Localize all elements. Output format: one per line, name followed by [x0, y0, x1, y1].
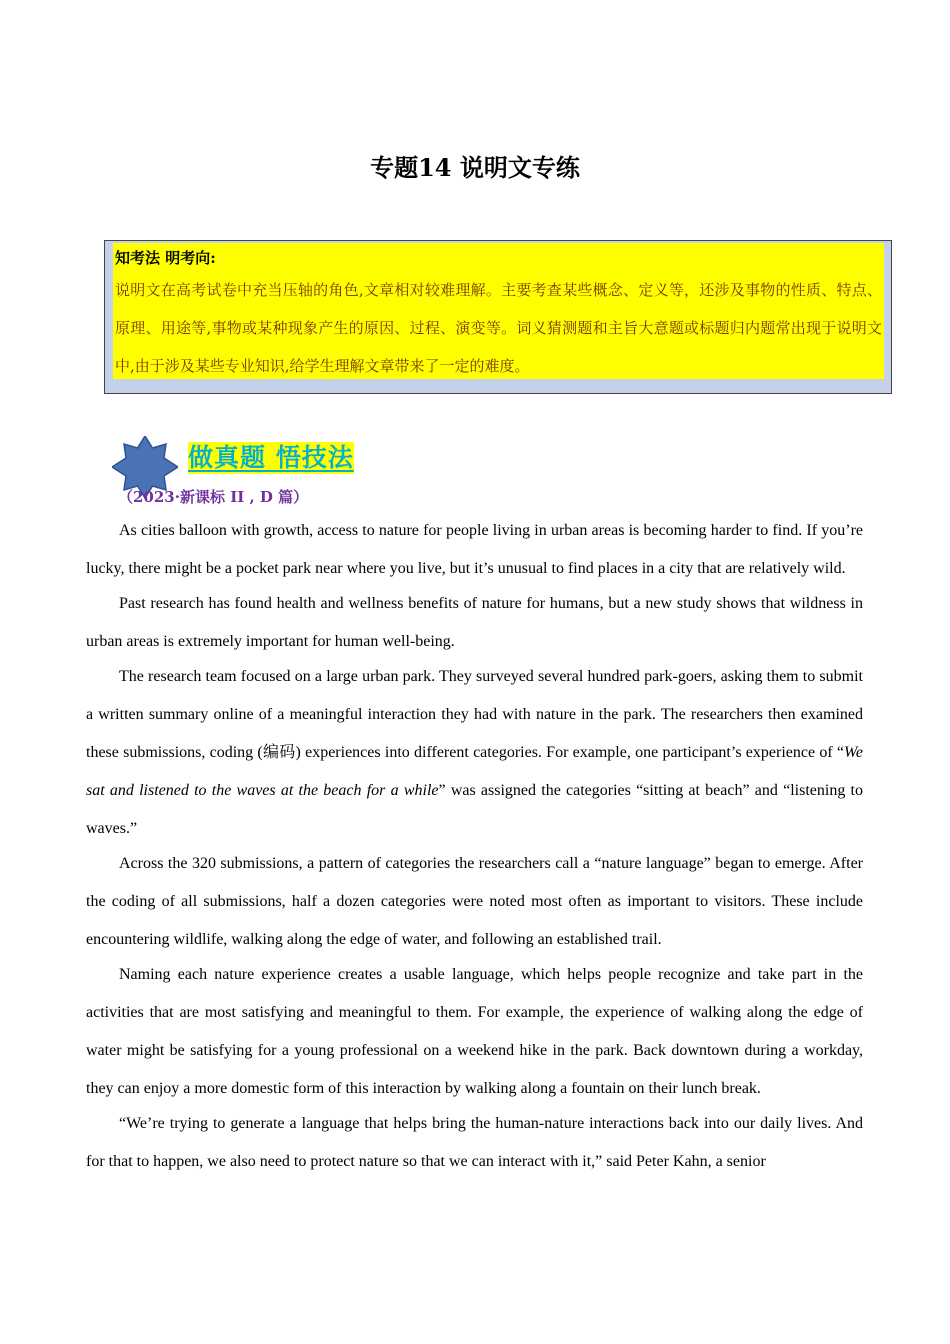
exam-focus-body: 说明文在高考试卷中充当压轴的角色,文章相对较难理解。主要考查某些概念、定义等，还涉及事物的性质、特点、原理、用途等,事物或某种现象产生的原因、过程、演变等。词义猜测题和主旨大意题或标题归内题常出现于说明文中,由于涉及某些专业知识,给学生理解文章带来了一定的难度。 [115, 281, 882, 375]
page-title: 专题14 说明文专练 [370, 153, 580, 182]
paragraph-5: Naming each nature experience creates a usable language, which helps people recognize and take part in the activities that are most satisfying and meaningful to them. For example, the experience of walking along the edge of water might be satisfying for a young professional on a weekend hike in the park. Back downtown during a workday, they can enjoy a more domestic form of this interaction by walking along a fountain on their lunch break. [86, 966, 863, 1097]
paragraph-4: Across the 320 submissions, a pattern of categories the researchers call a “nature language” began to emerge. After the coding of all submissions, half a dozen categories were noted most often as important to visitors. These include encountering wildlife, walking along the edge of water, and following an established trail. [86, 855, 863, 948]
paragraph-3-text-b: ” was assigned the categories “sitting at beach” and “listening to waves.” [86, 782, 864, 837]
paragraph-3-text-a: The research team focused on a large urban park. They surveyed several hundred park-goers, asking them to submit a written summary online of a meaningful interaction they had with nature in the park. The researchers then examined these submissions, coding (编码) experiences into different categories. For example, one participant’s experience of “ [86, 668, 863, 761]
paragraph-2: Past research has found health and wellness benefits of nature for humans, but a new study shows that wildness in urban areas is extremely important for human well-being. [86, 595, 863, 650]
section-title: 做真题 悟技法 [188, 443, 354, 472]
paragraph-1: As cities balloon with growth, access to nature for people living in urban areas is becoming harder to find. If you’re lucky, there might be a pocket park near where you live, but it’s unusual to find places in a city that are relatively wild. [86, 522, 863, 577]
exam-focus-box [104, 240, 892, 394]
article-body [86, 512, 863, 1178]
paragraph-6: “We’re trying to generate a language that helps bring the human-nature interactions back into our daily lives. And for that to happen, we also need to protect nature so that we can interact with it,” said Peter Kahn, a senior [86, 1115, 863, 1170]
source-label: （2023·新课标 II , D 篇） [118, 488, 309, 506]
exam-focus-heading: 知考法 明考向: [115, 249, 216, 267]
paragraph-3-quote: We sat and listened to the waves at the beach for a while [86, 744, 863, 799]
paragraph-3 [86, 658, 863, 848]
exam-focus-highlight [113, 243, 884, 379]
